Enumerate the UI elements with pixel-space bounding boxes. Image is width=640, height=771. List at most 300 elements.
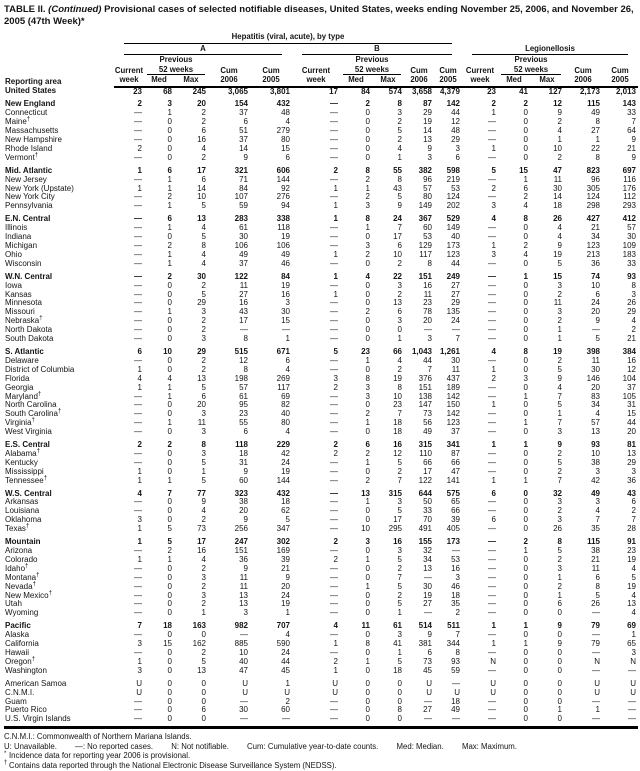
table-row [4, 242, 638, 251]
value-cell: — [134, 271, 142, 281]
value-cell: — [134, 448, 142, 458]
value-cell: 0 [167, 563, 172, 573]
value-cell: 37 [239, 258, 248, 268]
value-cell: 432 [276, 488, 290, 498]
value-cell: 491 [418, 524, 432, 534]
value-cell: 7 [427, 364, 432, 374]
value-cell: — [134, 418, 142, 428]
value-cell: — [330, 515, 338, 525]
value-cell: 176 [622, 183, 636, 193]
value-cell: 0 [201, 678, 206, 688]
value-cell: 1 [557, 705, 562, 715]
value-cell: 3 [137, 515, 142, 525]
value-cell: 0 [365, 546, 370, 555]
value-cell: 405 [446, 524, 460, 534]
value-cell: 24 [281, 647, 290, 657]
legend-item: —: No reported cases. [75, 741, 154, 751]
reporting-area-cell: American Samoa [5, 678, 67, 688]
value-cell: 249 [446, 271, 460, 281]
value-cell: — [134, 201, 142, 211]
value-cell: 1,043 [411, 346, 432, 356]
value-cell: 276 [276, 192, 290, 202]
value-cell: 29 [451, 135, 460, 145]
value-cell: 16 [197, 546, 206, 555]
value-cell: — [488, 537, 496, 547]
value-cell: 0 [365, 630, 370, 640]
value-cell: — [488, 696, 496, 706]
value-cell: 4 [557, 126, 562, 136]
value-cell: 0 [167, 581, 172, 591]
reporting-area-cell: Wyoming [5, 608, 39, 618]
value-cell: — [488, 581, 496, 591]
value-cell: — [282, 325, 290, 335]
value-cell: 0 [365, 135, 370, 145]
value-cell: 4 [137, 373, 142, 383]
value-cell: — [330, 307, 338, 317]
value-cell: 0 [523, 599, 528, 609]
value-cell: 49 [281, 249, 290, 259]
value-cell: — [330, 400, 338, 410]
value-cell: 6 [427, 647, 432, 657]
value-cell: — [134, 546, 142, 555]
value-cell: 2 [201, 316, 206, 326]
value-cell: 8 [365, 214, 370, 224]
table-row [4, 556, 638, 565]
value-cell: 79 [591, 639, 600, 649]
value-cell: 9 [631, 152, 636, 162]
value-cell: — [134, 152, 142, 162]
value-cell: 0 [365, 400, 370, 410]
value-cell: 53 [451, 554, 460, 564]
reporting-area-cell: Mountain [5, 537, 41, 547]
value-cell: 30 [451, 355, 460, 365]
value-cell: 0 [201, 687, 206, 697]
reporting-area-cell: Hawaii [5, 647, 30, 657]
value-cell: 0 [167, 325, 172, 335]
value-cell: 382 [418, 165, 432, 175]
value-cell: 6 [243, 117, 248, 127]
value-cell: 7 [397, 223, 402, 233]
value-cell: 43 [627, 488, 636, 498]
value-cell: 0 [365, 608, 370, 618]
value-cell: — [250, 715, 292, 727]
value-cell: 3,065 [227, 86, 248, 96]
value-cell: U [426, 687, 432, 697]
value-cell: 3 [557, 497, 562, 507]
value-cell: 107 [234, 192, 248, 202]
value-cell: — [462, 715, 498, 727]
value-cell: — [488, 563, 496, 573]
value-cell: U [454, 687, 460, 697]
value-cell: 9 [595, 316, 600, 326]
legend-item: Cum: Cumulative year-to-date counts. [247, 741, 379, 751]
value-cell: 0 [144, 715, 174, 727]
value-cell: 1 [491, 400, 496, 410]
value-cell: 2 [365, 249, 370, 259]
previous-label: Previous [159, 55, 193, 64]
value-cell: 2 [365, 475, 370, 485]
reporting-area-cell: Pacific [5, 621, 31, 631]
cum-label: Cum [611, 65, 629, 75]
year-2006-label: 2006 [404, 75, 434, 87]
table-row [4, 87, 638, 97]
value-cell: 9 [427, 630, 432, 640]
table-body [4, 87, 638, 728]
value-cell: — [330, 608, 338, 618]
value-cell: 10 [361, 524, 370, 534]
value-cell: 5 [397, 554, 402, 564]
value-cell: 30 [281, 307, 290, 317]
value-cell: — [488, 647, 496, 657]
value-cell: 0 [365, 298, 370, 308]
value-cell: 0 [523, 334, 528, 344]
value-cell: U [284, 687, 290, 697]
value-cell: 1 [491, 475, 496, 485]
value-cell: 269 [276, 373, 290, 383]
value-cell: 9 [285, 572, 290, 582]
value-cell: 37 [451, 427, 460, 437]
value-cell: 0 [365, 364, 370, 374]
value-cell: 1 [167, 223, 172, 233]
value-cell: 46 [281, 258, 290, 268]
value-cell: 2 [137, 143, 142, 153]
value-cell: 61 [393, 621, 402, 631]
reporting-area-cell: Montana† [5, 572, 40, 582]
value-cell: 2 [137, 99, 142, 109]
table-row [4, 468, 638, 477]
value-cell: — [592, 665, 600, 675]
value-cell: — [488, 355, 496, 365]
value-cell: 27 [423, 599, 432, 609]
value-cell: 0 [397, 696, 402, 706]
value-cell: 384 [622, 346, 636, 356]
value-cell: 2 [365, 192, 370, 202]
value-cell: 93 [627, 271, 636, 281]
value-cell: 11 [197, 418, 206, 428]
reporting-area-header: Reporting area [5, 77, 62, 86]
value-cell: 6 [167, 214, 172, 224]
value-cell: 73 [197, 524, 206, 534]
value-cell: 69 [627, 621, 636, 631]
value-cell: 2 [201, 108, 206, 118]
value-cell: 1 [523, 174, 528, 184]
value-cell: — [330, 99, 338, 109]
value-cell: 47 [451, 466, 460, 476]
value-cell: 1 [557, 135, 562, 145]
value-cell: — [602, 715, 638, 727]
value-cell: 18 [553, 201, 562, 211]
value-cell: 142 [446, 99, 460, 109]
value-cell: 116 [623, 174, 636, 184]
value-cell: 0 [201, 696, 206, 706]
value-cell: 0 [340, 715, 372, 727]
value-cell: 982 [234, 621, 248, 631]
value-cell: 57 [591, 418, 600, 428]
value-cell: 315 [388, 488, 402, 498]
value-cell: 106 [276, 241, 290, 250]
value-cell: 341 [446, 440, 460, 450]
value-cell: 105 [622, 391, 636, 401]
reporting-area-cell: New York City [5, 192, 55, 202]
value-cell: 0 [523, 630, 528, 640]
value-cell: U [242, 678, 248, 688]
value-cell: 16 [393, 440, 402, 450]
value-cell: 149 [446, 223, 460, 233]
value-cell: 2 [137, 440, 142, 450]
value-cell: 11 [553, 298, 562, 308]
value-cell: 44 [281, 656, 290, 666]
weeks52-label: 52 weeks [498, 65, 564, 76]
value-cell: — [330, 546, 338, 555]
reporting-area-cell: Oregon† [5, 656, 36, 666]
value-cell: 17 [393, 515, 402, 525]
value-cell: 129 [418, 241, 432, 250]
value-cell: 0 [365, 325, 370, 335]
value-cell: — [330, 497, 338, 507]
value-cell: 2 [201, 117, 206, 127]
value-cell: 48 [451, 126, 460, 136]
value-cell: 30 [591, 364, 600, 374]
value-cell: 66 [393, 346, 402, 356]
value-cell: 4 [523, 249, 528, 259]
reporting-area-cell: Virginia† [5, 417, 35, 428]
value-cell: 4 [557, 223, 562, 233]
value-cell: 29 [627, 307, 636, 317]
value-cell: 3 [201, 590, 206, 600]
value-cell: 1 [201, 608, 206, 618]
value-cell: 5 [167, 524, 172, 534]
value-cell: 9 [557, 373, 562, 383]
value-cell: 123 [446, 249, 460, 259]
value-cell: 606 [276, 165, 290, 175]
value-cell: 1 [523, 621, 528, 631]
value-cell: 31 [627, 400, 636, 410]
value-cell: 3 [397, 546, 402, 555]
value-cell: — [488, 307, 496, 317]
value-cell: 7 [557, 418, 562, 428]
value-cell: 8 [397, 705, 402, 715]
value-cell: 1 [167, 201, 172, 211]
value-cell: 0 [523, 143, 528, 153]
value-cell: 4 [397, 355, 402, 365]
value-cell: 24 [393, 214, 402, 224]
reporting-area-cell: W.S. Central [5, 488, 52, 498]
value-cell: 1 [523, 639, 528, 649]
value-cell: — [330, 466, 338, 476]
value-cell: 8 [201, 241, 206, 250]
value-cell: — [134, 590, 142, 600]
value-cell: 1 [137, 554, 142, 564]
value-cell: 2 [167, 271, 172, 281]
value-cell: 13 [239, 590, 248, 600]
value-cell: 305 [586, 183, 600, 193]
value-cell: 59 [451, 665, 460, 675]
value-cell: 2 [523, 99, 528, 109]
value-cell: 515 [234, 346, 248, 356]
value-cell: 2 [397, 117, 402, 127]
table-row [4, 136, 638, 145]
value-cell: 19 [281, 280, 290, 290]
value-cell: 1 [491, 621, 496, 631]
reporting-area-cell: Illinois [5, 223, 28, 233]
value-cell: 2 [167, 192, 172, 202]
week-label: week [462, 75, 498, 87]
value-cell: — [330, 427, 338, 437]
spacer-cell [462, 32, 638, 44]
value-cell: 5 [557, 364, 562, 374]
table-row [4, 498, 638, 507]
value-cell: — [592, 696, 600, 706]
value-cell: 10 [393, 249, 402, 259]
reporting-area-cell: W.N. Central [5, 271, 53, 281]
reporting-area-cell: Idaho† [5, 563, 29, 573]
value-cell: 0 [523, 581, 528, 591]
value-cell: 13 [591, 427, 600, 437]
value-cell: — [240, 325, 248, 335]
value-cell: 5 [201, 232, 206, 242]
value-cell: 40 [451, 232, 460, 242]
value-cell: N [594, 656, 600, 666]
value-cell: 2 [557, 506, 562, 516]
table-row [4, 437, 638, 450]
value-cell: 8 [365, 165, 370, 175]
table-row [4, 658, 638, 667]
value-cell: U [242, 687, 248, 697]
value-cell: 1 [397, 647, 402, 657]
value-cell: 30 [627, 232, 636, 242]
reporting-area-cell: Indiana [5, 232, 32, 242]
value-cell: 95 [239, 400, 248, 410]
value-cell: 8 [243, 364, 248, 374]
value-cell: 2 [397, 466, 402, 476]
value-cell: 189 [446, 382, 460, 392]
value-cell: — [488, 418, 496, 428]
value-cell: 0 [365, 232, 370, 242]
reporting-area-cell: Pennsylvania [5, 201, 53, 211]
value-cell: 0 [167, 232, 172, 242]
table-row [4, 154, 638, 163]
value-cell: — [330, 298, 338, 308]
value-cell: 20 [591, 382, 600, 392]
value-cell: 2 [557, 152, 562, 162]
value-cell: 6 [595, 289, 600, 299]
value-cell: 23 [393, 400, 402, 410]
value-cell: 323 [234, 488, 248, 498]
value-cell: 73 [423, 409, 432, 419]
value-cell: 19 [627, 554, 636, 564]
value-cell: 44 [627, 418, 636, 428]
value-cell: — [134, 563, 142, 573]
value-cell: 30 [239, 232, 248, 242]
value-cell: 2 [201, 364, 206, 374]
value-cell: 87 [423, 99, 432, 109]
value-cell: 2 [397, 258, 402, 268]
value-cell: 0 [365, 563, 370, 573]
value-cell: 83 [591, 391, 600, 401]
value-cell: 122 [234, 271, 248, 281]
value-cell: 1 [167, 418, 172, 428]
value-cell: — [134, 298, 142, 308]
value-cell: 5 [397, 581, 402, 591]
footnote-cnmi: C.N.M.I.: Commonwealth of Northern Mariana Islands. [4, 732, 192, 742]
reporting-area-cell: Arkansas [5, 497, 39, 507]
value-cell: 42 [281, 448, 290, 458]
value-cell: 1 [137, 475, 142, 485]
value-cell: 0 [167, 143, 172, 153]
reporting-area-cell: New England [5, 99, 56, 109]
value-cell: 10 [197, 192, 206, 202]
value-cell: 2 [365, 448, 370, 458]
table-row [4, 384, 638, 393]
value-cell: 4 [167, 373, 172, 383]
value-cell: 6 [167, 165, 172, 175]
value-cell: 43 [393, 183, 402, 193]
value-cell: 7 [455, 334, 460, 344]
value-cell: 0 [523, 258, 528, 268]
value-cell: 671 [276, 346, 290, 356]
value-cell: 16 [451, 563, 460, 573]
value-cell: 4 [397, 143, 402, 153]
value-cell: 2 [397, 590, 402, 600]
value-cell: 93 [451, 656, 460, 666]
table-row [4, 145, 638, 154]
table-row [4, 640, 638, 649]
value-cell: 1 [365, 355, 370, 365]
value-cell: 1 [365, 223, 370, 233]
value-cell: — [134, 355, 142, 365]
value-cell: 12 [627, 364, 636, 374]
value-cell: 150 [446, 400, 460, 410]
value-cell: 18 [281, 497, 290, 507]
value-cell: 0 [167, 152, 172, 162]
value-cell: 0 [167, 364, 172, 374]
value-cell: 26 [591, 599, 600, 609]
table-row [4, 419, 638, 428]
value-cell: — [488, 271, 496, 281]
table-row [4, 649, 638, 658]
value-cell: 0 [365, 280, 370, 290]
reporting-area-cell: United States [5, 86, 57, 95]
value-cell: 5 [201, 201, 206, 211]
table-row [4, 308, 638, 317]
value-cell: 117 [419, 249, 432, 259]
reporting-area-cell: Louisiana [5, 506, 40, 516]
value-cell: 511 [447, 621, 460, 631]
table-row [4, 118, 638, 127]
value-cell: — [488, 506, 496, 516]
value-cell: U [594, 687, 600, 697]
value-cell: 9 [557, 241, 562, 250]
reporting-area-cell: California [5, 639, 39, 649]
value-cell: — [134, 192, 142, 202]
value-cell: 0 [167, 355, 172, 365]
value-cell: 69 [281, 391, 290, 401]
year-2006-label: 2006 [208, 75, 250, 87]
value-cell: 84 [281, 271, 290, 281]
value-cell: 697 [622, 165, 636, 175]
max-label: Max [530, 75, 564, 87]
value-cell: 8 [595, 152, 600, 162]
value-cell: 60 [281, 705, 290, 715]
value-cell: 93 [591, 440, 600, 450]
value-cell: 5 [397, 599, 402, 609]
value-cell: 0 [365, 427, 370, 437]
value-cell: 0 [523, 307, 528, 317]
value-cell: 0 [523, 705, 528, 715]
value-cell: 96 [591, 174, 600, 184]
value-cell: 1 [333, 201, 338, 211]
value-cell: 8 [557, 537, 562, 547]
